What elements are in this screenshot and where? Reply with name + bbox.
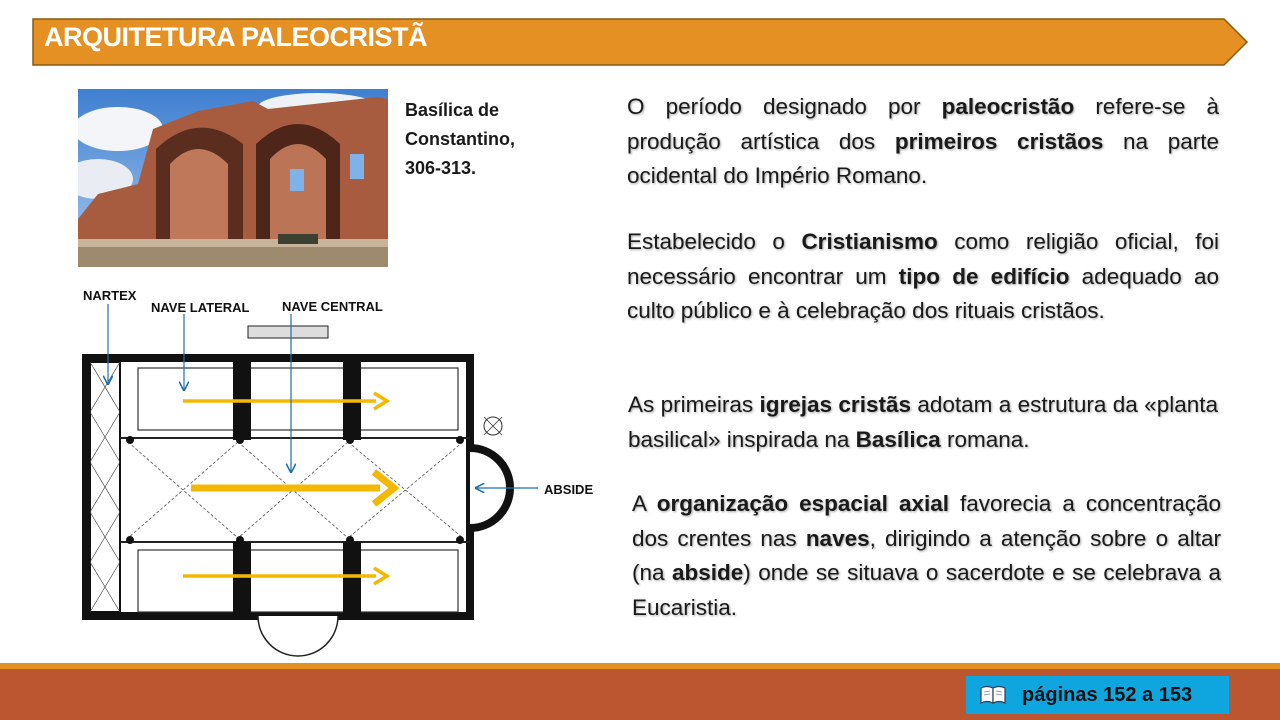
basilica-photo [78,89,388,267]
photo-caption [405,96,515,183]
paragraph-organizacao: A organização espacial axial favorecia a concentração dos crentes nas naves, dirigindo a atenção sobre o altar (na abside) onde se situava o sacerdote e se celebrava a Eucaristia. [632,491,1222,620]
pages-reference [966,676,1229,714]
label-nave-lateral: NAVE LATERAL [151,300,250,315]
caption-line: Basílica de [405,100,500,120]
open-book-icon [980,685,1006,705]
caption-line: Constantino, [405,129,515,149]
label-abside: ABSIDE [544,482,594,497]
pages-label: páginas 152 a 153 [1022,683,1193,706]
paragraph-igrejas: As primeiras igrejas cristãs adotam a estrutura da «planta basilical» inspirada na Basílica romana. [628,392,1219,452]
caption-line: 306-313. [405,158,477,178]
paragraph-cristianismo: Estabelecido o Cristianismo como religião oficial, foi necessário encontrar um tipo de edifício adequado ao culto público e à celebração dos rituais cristãos. [627,229,1220,323]
label-nave-central: NAVE CENTRAL [282,299,383,314]
basilica-floor-plan [78,280,608,660]
label-nartex: NARTEX [83,288,137,303]
paragraph-paleocristao: O período designado por paleocristão refere-se à produção artística dos primeiros cristãos na parte ocidental do Império Romano. [627,94,1219,188]
slide-title: ARQUITETURA PALEOCRISTÃ [44,22,427,52]
